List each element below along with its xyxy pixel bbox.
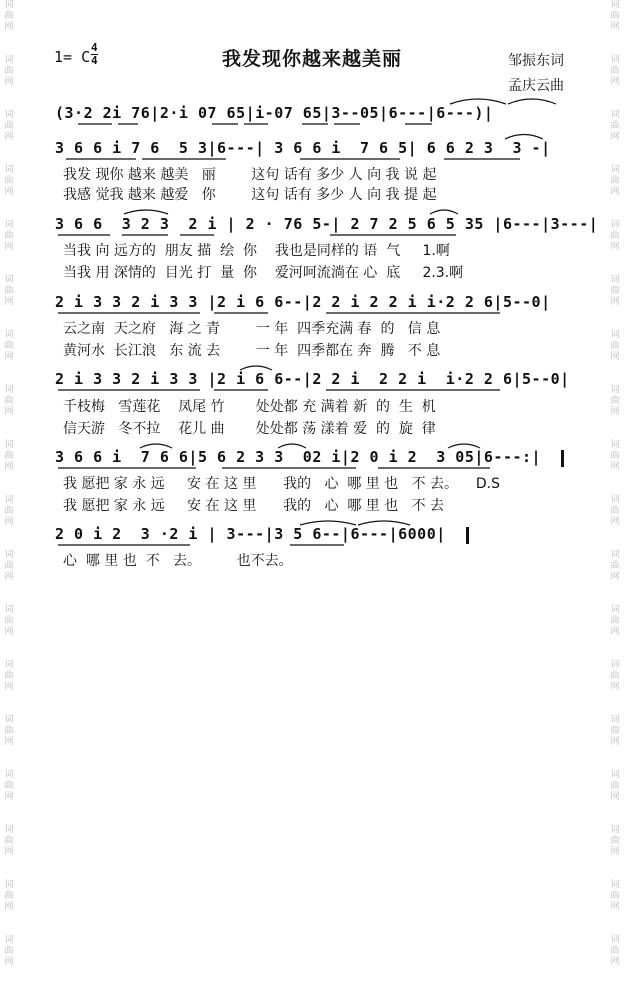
- lyrics-row-5-verse-1: 千枝梅 雪莲花 凤尾 竹 处处都 充 满着 新 的 生 机: [63, 399, 436, 415]
- watermark-glyph: 曲: [4, 341, 14, 351]
- watermark-glyph: 网: [4, 242, 14, 252]
- watermark-glyph: 词: [610, 825, 620, 835]
- watermark-glyph: 曲: [610, 66, 620, 76]
- watermark-glyph: 词: [610, 165, 620, 175]
- watermark-glyph: 网: [4, 902, 14, 912]
- watermark-glyph: 网: [610, 572, 620, 582]
- watermark-gap: [2, 649, 16, 660]
- slur-arc: [240, 366, 272, 370]
- watermark-glyph: 词: [610, 440, 620, 450]
- notation-row-1: (3·2 2i 76|2·i 07 65|i-07 65|3--05|6---|6---)|: [55, 104, 494, 122]
- notation-row-5: 2 i 3 3 2 i 3 3 |2 i 6 6--|2 2 i 2 2 i i·2 2 6|5--0|: [55, 370, 570, 388]
- watermark-glyph: 网: [610, 957, 620, 967]
- watermark-gap: [608, 649, 622, 660]
- watermark-glyph: 词: [610, 330, 620, 340]
- song-title: 我发现你越来越美丽: [221, 48, 402, 70]
- notation-row-4: 2 i 3 3 2 i 3 3 |2 i 6 6--|2 2 i 2 2 i i·2 2 6|5--0|: [55, 293, 551, 311]
- watermark-glyph: 曲: [610, 451, 620, 461]
- watermark-glyph: 网: [4, 407, 14, 417]
- watermark-glyph: 词: [4, 550, 14, 560]
- lyrics-row-6-verse-2: 我 愿把 家 永 远 安 在 这 里 我的 心 哪 里 也 不 去: [63, 498, 445, 514]
- watermark-glyph: 词: [4, 605, 14, 615]
- watermark-glyph: 词: [4, 715, 14, 725]
- watermark-gap: [608, 638, 622, 649]
- lyrics-row-7-verse-1: 心 哪 里 也 不 去。 也不去。: [63, 553, 293, 569]
- watermark-glyph: 曲: [4, 726, 14, 736]
- watermark-glyph: 网: [4, 77, 14, 87]
- watermark-gap: [2, 858, 16, 869]
- watermark-glyph: 网: [4, 132, 14, 142]
- watermark-glyph: 词: [4, 330, 14, 340]
- watermark-glyph: 曲: [610, 671, 620, 681]
- watermark-glyph: 曲: [610, 616, 620, 626]
- watermark-glyph: 曲: [610, 781, 620, 791]
- composer-credit: 孟庆云曲: [508, 78, 564, 94]
- watermark-glyph: 曲: [610, 11, 620, 21]
- watermark-glyph: 网: [610, 792, 620, 802]
- watermark-glyph: 曲: [4, 176, 14, 186]
- watermark-glyph: 词: [610, 110, 620, 120]
- watermark-glyph: 词: [610, 495, 620, 505]
- watermark-glyph: 网: [610, 737, 620, 747]
- watermark-gap: [2, 759, 16, 770]
- watermark-glyph: 网: [4, 792, 14, 802]
- watermark-glyph: 曲: [4, 231, 14, 241]
- notation-row-3: 3 6 6 3 2 3 2 i | 2 · 76 5-| 2 7 2 5 6 5 35 |6---|3---|: [55, 215, 599, 233]
- lyrics-row-2-verse-2: 我感 觉我 越来 越爱 你 这句 话有 多少 人 向 我 提 起: [63, 187, 437, 203]
- watermark-glyph: 网: [610, 297, 620, 307]
- watermark-glyph: 词: [4, 770, 14, 780]
- watermark-gap: [2, 748, 16, 759]
- watermark-glyph: 词: [4, 385, 14, 395]
- watermark-glyph: 网: [610, 847, 620, 857]
- watermark-glyph: 网: [4, 187, 14, 197]
- watermark-glyph: 曲: [4, 66, 14, 76]
- watermark-gap: [608, 814, 622, 825]
- watermark-glyph: 网: [4, 352, 14, 362]
- watermark-gap: [2, 869, 16, 880]
- watermark-glyph: 网: [4, 627, 14, 637]
- watermark-gap: [608, 968, 622, 979]
- slur-arc: [278, 444, 306, 448]
- watermark-gap: [2, 693, 16, 704]
- watermark-glyph: 词: [610, 605, 620, 615]
- slur-arc: [505, 135, 543, 140]
- watermark-glyph: 网: [4, 297, 14, 307]
- watermark-gap: [608, 693, 622, 704]
- watermark-gap: [608, 803, 622, 814]
- watermark-glyph: 词: [610, 55, 620, 65]
- watermark-glyph: 网: [610, 77, 620, 87]
- watermark-glyph: 词: [4, 220, 14, 230]
- slur-arc: [508, 99, 556, 104]
- watermark-glyph: 网: [610, 22, 620, 32]
- slur-arc: [450, 99, 506, 104]
- watermark-glyph: 网: [4, 847, 14, 857]
- watermark-glyph: 网: [610, 132, 620, 142]
- watermark-glyph: 曲: [610, 176, 620, 186]
- watermark-glyph: 词: [4, 55, 14, 65]
- lyrics-row-3-verse-2: 当我 用 深情的 目光 打 量 你 爱河呵流淌在 心 底 2.3.啊: [63, 265, 464, 281]
- watermark-glyph: 网: [4, 517, 14, 527]
- watermark-glyph: 词: [610, 220, 620, 230]
- watermark-glyph: 网: [610, 187, 620, 197]
- slur-arc: [358, 521, 410, 525]
- watermark-glyph: 曲: [610, 286, 620, 296]
- watermark-glyph: 网: [4, 462, 14, 472]
- watermark-glyph: 曲: [4, 561, 14, 571]
- watermark-gap: [608, 913, 622, 924]
- watermark-glyph: 词: [4, 165, 14, 175]
- watermark-glyph: 曲: [4, 286, 14, 296]
- watermark-glyph: 词: [4, 440, 14, 450]
- watermark-glyph: 曲: [610, 231, 620, 241]
- watermark-glyph: 词: [610, 715, 620, 725]
- watermark-gap: [2, 803, 16, 814]
- watermark-glyph: 词: [4, 0, 14, 10]
- slur-arc: [448, 444, 480, 448]
- watermark-glyph: 词: [4, 110, 14, 120]
- slur-arc: [124, 210, 168, 214]
- watermark-glyph: 曲: [610, 341, 620, 351]
- watermark-glyph: 网: [610, 407, 620, 417]
- watermark-glyph: 词: [610, 880, 620, 890]
- lyrics-row-6-verse-1: 我 愿把 家 永 远 安 在 这 里 我的 心 哪 里 也 不 去。 D.S: [63, 476, 500, 492]
- final-barline: [466, 527, 469, 544]
- watermark-glyph: 网: [610, 517, 620, 527]
- time-signature-bottom: 4: [91, 54, 98, 67]
- lyrics-row-5-verse-2: 信天游 冬不拉 花儿 曲 处处都 荡 漾着 爱 的 旋 律: [63, 421, 436, 437]
- watermark-glyph: 曲: [610, 396, 620, 406]
- watermark-glyph: 曲: [4, 396, 14, 406]
- watermark-glyph: 网: [4, 957, 14, 967]
- watermark-glyph: 曲: [4, 781, 14, 791]
- watermark-gap: [608, 704, 622, 715]
- watermark-glyph: 曲: [4, 891, 14, 901]
- watermark-glyph: 网: [610, 242, 620, 252]
- watermark-gap: [2, 924, 16, 935]
- watermark-glyph: 词: [4, 495, 14, 505]
- watermark-glyph: 词: [4, 880, 14, 890]
- lyrics-row-3-verse-1: 当我 向 远方的 朋友 描 绘 你 我也是同样的 语 气 1.啊: [63, 243, 450, 259]
- watermark-glyph: 网: [4, 22, 14, 32]
- lyricist-credit: 邹振东词: [508, 53, 564, 69]
- watermark-gap: [608, 979, 622, 990]
- watermark-glyph: 曲: [4, 671, 14, 681]
- lyrics-row-2-verse-1: 我发 现你 越来 越美 丽 这句 话有 多少 人 向 我 说 起: [63, 167, 437, 183]
- slur-arc: [430, 210, 458, 214]
- watermark-glyph: 词: [610, 770, 620, 780]
- watermark-glyph: 曲: [610, 946, 620, 956]
- notation-row-6: 3 6 6 i 7 6 6|5 6 2 3 3 02 i|2 0 i 2 3 05|6---:|: [55, 448, 542, 466]
- watermark-glyph: 词: [4, 660, 14, 670]
- watermark-glyph: 词: [610, 660, 620, 670]
- watermark-glyph: 词: [610, 0, 620, 10]
- time-signature-top: 4: [91, 41, 98, 54]
- watermark-glyph: 曲: [4, 11, 14, 21]
- watermark-glyph: 词: [610, 385, 620, 395]
- watermark-gap: [608, 858, 622, 869]
- watermark-glyph: 网: [610, 902, 620, 912]
- watermark-glyph: 曲: [610, 121, 620, 131]
- repeat-barline: [561, 450, 564, 467]
- watermark-glyph: 曲: [4, 946, 14, 956]
- watermark-glyph: 词: [4, 935, 14, 945]
- watermark-glyph: 词: [4, 275, 14, 285]
- watermark-glyph: 曲: [610, 836, 620, 846]
- watermark-glyph: 网: [4, 737, 14, 747]
- watermark-gap: [608, 759, 622, 770]
- watermark-glyph: 曲: [4, 451, 14, 461]
- slur-arc: [140, 444, 172, 448]
- watermark-gap: [2, 814, 16, 825]
- watermark-gap: [2, 968, 16, 979]
- watermark-glyph: 词: [610, 550, 620, 560]
- watermark-glyph: 曲: [4, 616, 14, 626]
- watermark-gap: [608, 869, 622, 880]
- lyrics-row-4-verse-2: 黄河水 长江浪 东 流 去 一 年 四季都在 奔 腾 不 息: [63, 343, 441, 359]
- watermark-glyph: 词: [4, 825, 14, 835]
- watermark-glyph: 曲: [610, 561, 620, 571]
- watermark-glyph: 网: [610, 627, 620, 637]
- watermark-gap: [2, 979, 16, 990]
- slur-arc: [300, 521, 356, 525]
- watermark-glyph: 曲: [4, 506, 14, 516]
- watermark-glyph: 网: [610, 352, 620, 362]
- watermark-glyph: 网: [610, 462, 620, 472]
- notation-row-7: 2 0 i 2 3 ·2 i | 3---|3 5 6--|6---|6000|: [55, 525, 446, 543]
- notation-row-2: 3 6 6 i 7 6 5 3|6---| 3 6 6 i 7 6 5| 6 6 2 3 3 -|: [55, 139, 551, 157]
- watermark-gap: [2, 704, 16, 715]
- watermark-glyph: 网: [4, 572, 14, 582]
- watermark-glyph: 词: [610, 935, 620, 945]
- watermark-glyph: 网: [4, 682, 14, 692]
- watermark-glyph: 曲: [610, 726, 620, 736]
- watermark-gap: [608, 748, 622, 759]
- watermark-gap: [2, 913, 16, 924]
- watermark-glyph: 曲: [4, 121, 14, 131]
- watermark-glyph: 网: [610, 682, 620, 692]
- watermark-gap: [608, 924, 622, 935]
- lyrics-row-4-verse-1: 云之南 天之府 海 之 青 一 年 四季充满 春 的 信 息: [63, 321, 441, 337]
- watermark-glyph: 曲: [610, 506, 620, 516]
- watermark-gap: [2, 638, 16, 649]
- watermark-glyph: 词: [610, 275, 620, 285]
- watermark-glyph: 曲: [610, 891, 620, 901]
- watermark-glyph: 曲: [4, 836, 14, 846]
- key-signature: 1= C: [54, 48, 91, 66]
